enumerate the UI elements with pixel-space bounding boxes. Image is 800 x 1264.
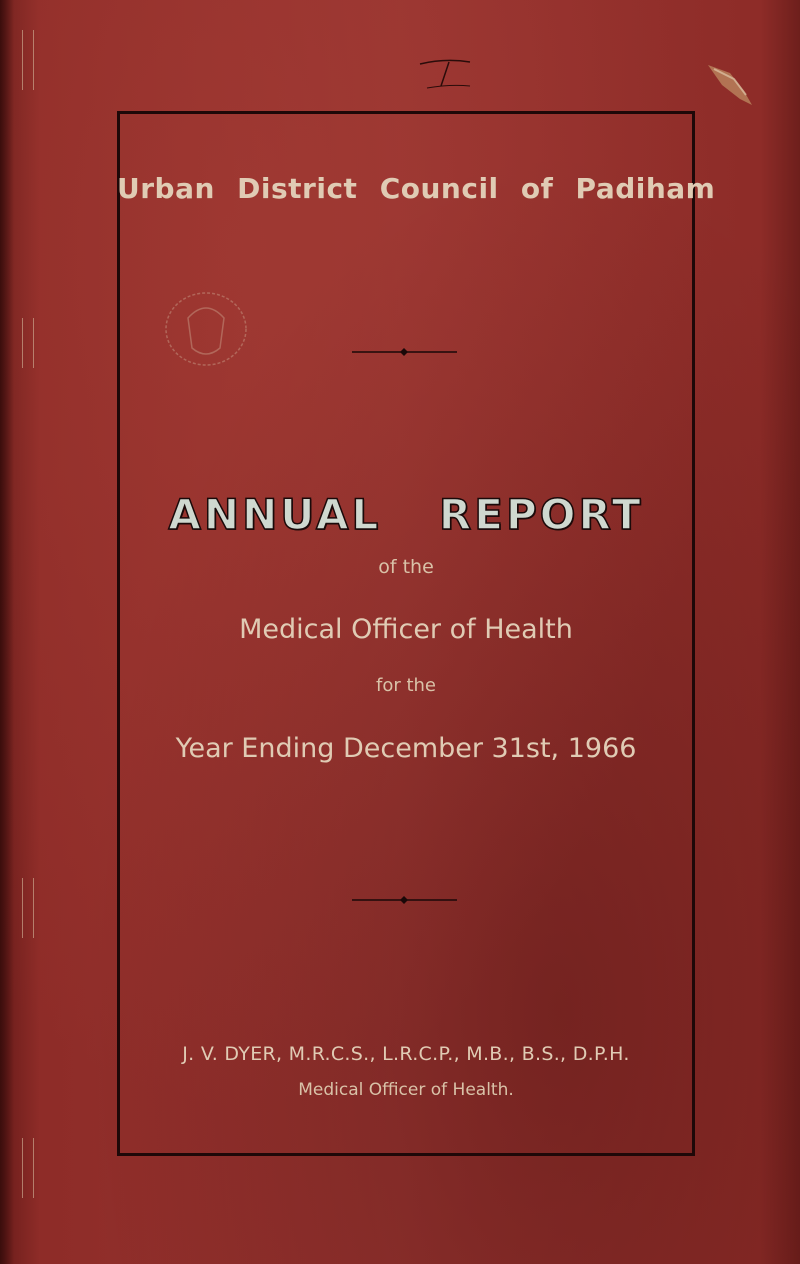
report-subject: Medical Officer of Health [239, 614, 573, 645]
binding-staple [22, 30, 34, 90]
pencil-mark-icon [415, 46, 475, 96]
binding-staple [22, 318, 34, 368]
binding-staple [22, 878, 34, 938]
of-the-label: of the [378, 556, 434, 578]
ornamental-rule-icon [352, 894, 457, 906]
binding-staple [22, 1138, 34, 1198]
council-name: Urban District Council of Padiham [117, 172, 716, 205]
crest-emblem-icon [158, 288, 254, 370]
report-title: ANNUAL REPORT [168, 490, 644, 539]
ornamental-rule-icon [352, 346, 457, 358]
spine-shadow [0, 0, 14, 1264]
author-name: J. V. DYER, M.R.C.S., L.R.C.P., M.B., B.S., D.P.H. [182, 1043, 630, 1065]
for-the-label: for the [375, 675, 436, 696]
torn-corner-icon [700, 55, 760, 115]
author-role: Medical Officer of Health. [298, 1080, 514, 1100]
report-period: Year Ending December 31st, 1966 [175, 733, 637, 764]
